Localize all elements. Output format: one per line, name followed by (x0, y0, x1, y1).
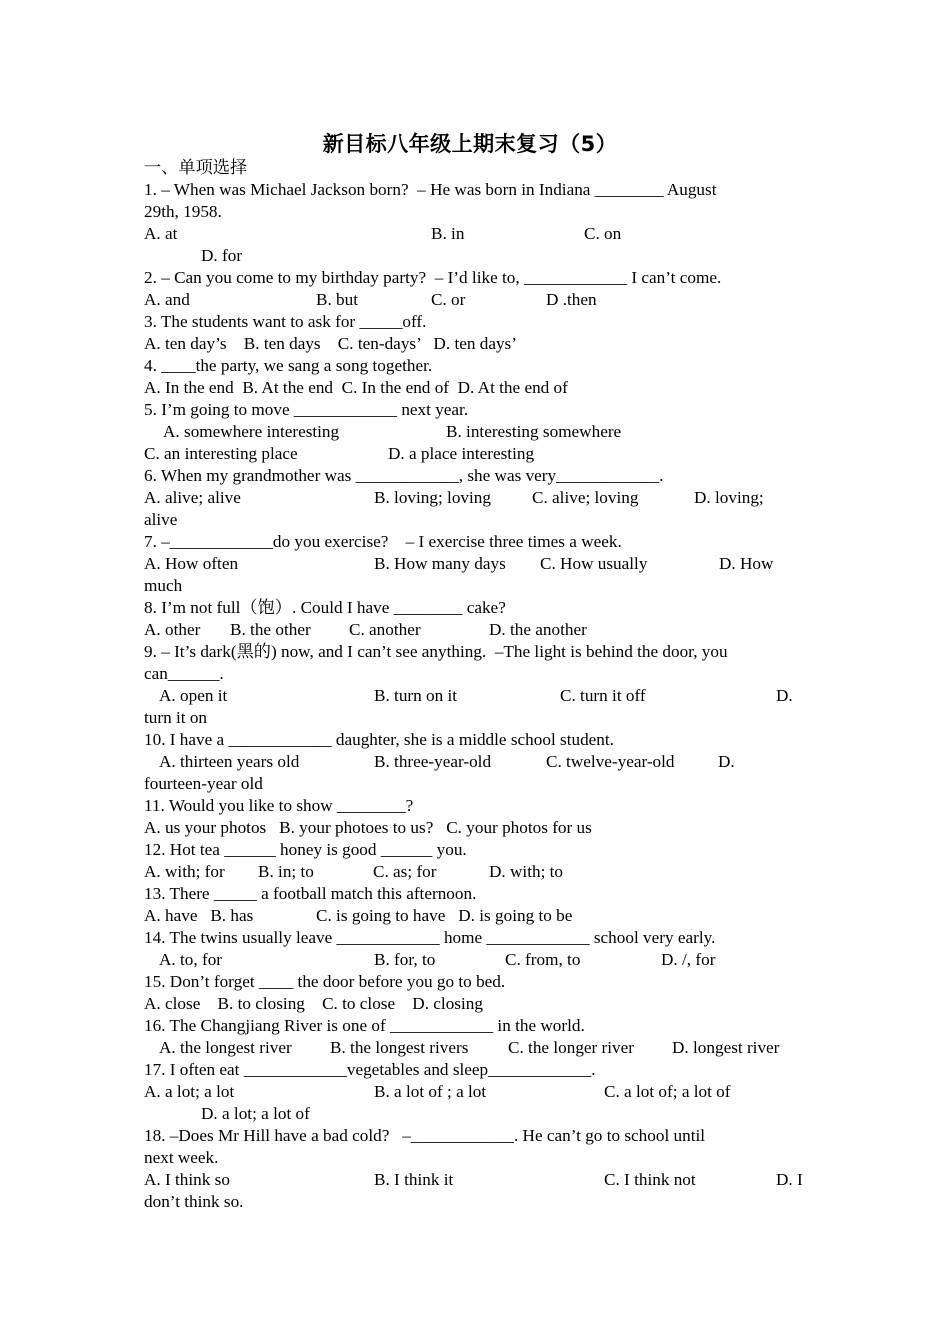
question-18-continued: next week. (144, 1148, 219, 1167)
option: D. (718, 752, 735, 771)
option: D. /, for (661, 950, 716, 969)
option: A. thirteen years old (159, 752, 300, 771)
option: C. alive; loving (532, 488, 639, 507)
option: D. (776, 686, 793, 705)
option: B. for, to (374, 950, 436, 969)
option: D. a lot; a lot of (201, 1104, 310, 1123)
option: B. I think it (374, 1170, 454, 1189)
question-12: 12. Hot tea ______ honey is good ______ you. (144, 840, 467, 859)
section-heading: 一、单项选择 (144, 158, 248, 177)
question-11-options: A. us your photos B. your photoes to us? C. your photos for us (144, 818, 592, 837)
question-5: 5. I’m going to move ____________ next year. (144, 400, 469, 419)
option: D. loving; (694, 488, 764, 507)
question-2-options (144, 289, 814, 311)
option: A. other (144, 620, 201, 639)
question-5-options-continued (144, 443, 814, 465)
option: B. three-year-old (374, 752, 492, 771)
question-3: 3. The students want to ask for _____off. (144, 312, 427, 331)
option: D. with; to (489, 862, 564, 881)
option: A. the longest river (159, 1038, 292, 1057)
option: A. alive; alive (144, 488, 241, 507)
question-18-options (144, 1169, 814, 1191)
option: B. in; to (258, 862, 314, 881)
question-3-options: A. ten day’s B. ten days C. ten-days’ D. ten days’ (144, 334, 517, 353)
question-2: 2. – Can you come to my birthday party? – I’d like to, ____________ I can’t come. (144, 268, 722, 287)
question-1-options-continued (144, 245, 814, 267)
question-16: 16. The Changjiang River is one of ____________ in the world. (144, 1016, 585, 1035)
option: C. I think not (604, 1170, 696, 1189)
question-9-options-continued: turn it on (144, 708, 208, 727)
option: A. at (144, 224, 178, 243)
option: B. in (431, 224, 465, 243)
question-18-options-continued: don’t think so. (144, 1192, 244, 1211)
question-16-options (144, 1037, 814, 1059)
option: C. from, to (505, 950, 581, 969)
option: D. I (776, 1170, 803, 1189)
option: A. to, for (159, 950, 223, 969)
question-1-options (144, 223, 814, 245)
option: A. I think so (144, 1170, 230, 1189)
option: C. or (431, 290, 466, 309)
option: D .then (546, 290, 597, 309)
option: A. a lot; a lot (144, 1082, 235, 1101)
question-list (144, 157, 814, 1213)
option: D. the another (489, 620, 587, 639)
option: D. for (201, 246, 243, 265)
option: A. have B. has (144, 906, 254, 925)
question-17: 17. I often eat ____________vegetables and sleep____________. (144, 1060, 596, 1079)
option: C. an interesting place (144, 444, 298, 463)
option: C. the longer river (508, 1038, 635, 1057)
option: B. the longest rivers (330, 1038, 469, 1057)
option: B. but (316, 290, 359, 309)
option: A. How often (144, 554, 239, 573)
question-9-continued: can______. (144, 664, 224, 683)
question-13: 13. There _____ a football match this afternoon. (144, 884, 477, 903)
question-7-options (144, 553, 814, 575)
page-title: 新目标八年级上期末复习（5） (322, 132, 618, 156)
question-17-options-continued (144, 1103, 814, 1125)
question-17-options (144, 1081, 814, 1103)
option: B. loving; loving (374, 488, 491, 507)
question-15: 15. Don’t forget ____ the door before you go to bed. (144, 972, 506, 991)
option: C. a lot of; a lot of (604, 1082, 731, 1101)
question-15-options: A. close B. to closing C. to close D. closing (144, 994, 483, 1013)
question-7: 7. –____________do you exercise? – I exercise three times a week. (144, 532, 622, 551)
option: B. How many days (374, 554, 506, 573)
option: A. open it (159, 686, 228, 705)
question-1-continued: 29th, 1958. (144, 202, 222, 221)
question-4-options: A. In the end B. At the end C. In the end of D. At the end of (144, 378, 568, 397)
question-10: 10. I have a ____________ daughter, she is a middle school student. (144, 730, 614, 749)
question-9: 9. – It’s dark(黑的) now, and I can’t see anything. –The light is behind the door, you (144, 642, 728, 661)
question-5-options (144, 421, 814, 443)
option: B. the other (230, 620, 311, 639)
option: C. turn it off (560, 686, 646, 705)
question-6-options-continued: alive (144, 510, 178, 529)
question-1: 1. – When was Michael Jackson born? – He was born in Indiana ________ August (144, 180, 717, 199)
option: A. with; for (144, 862, 225, 881)
option: A. somewhere interesting (163, 422, 340, 441)
option: C. as; for (373, 862, 437, 881)
question-11: 11. Would you like to show ________? (144, 796, 414, 815)
question-10-options-continued: fourteen-year old (144, 774, 263, 793)
option: C. How usually (540, 554, 648, 573)
option: A. and (144, 290, 190, 309)
question-8: 8. I’m not full（饱）. Could I have ________ cake? (144, 598, 506, 617)
question-4: 4. ____the party, we sang a song together. (144, 356, 433, 375)
option: D. a place interesting (388, 444, 535, 463)
option: D. longest river (672, 1038, 780, 1057)
option: C. is going to have D. is going to be (316, 906, 573, 925)
question-10-options (144, 751, 814, 773)
question-8-options (144, 619, 814, 641)
question-18: 18. –Does Mr Hill have a bad cold? –____________. He can’t go to school until (144, 1126, 706, 1145)
option: B. a lot of ; a lot (374, 1082, 487, 1101)
option: C. twelve-year-old (546, 752, 675, 771)
option: D. How (719, 554, 774, 573)
question-12-options (144, 861, 814, 883)
question-9-options (144, 685, 814, 707)
question-13-options (144, 905, 814, 927)
question-14: 14. The twins usually leave ____________ home ____________ school very early. (144, 928, 716, 947)
question-14-options (144, 949, 814, 971)
question-7-options-continued: much (144, 576, 183, 595)
option: B. turn on it (374, 686, 458, 705)
question-6-options (144, 487, 814, 509)
option: B. interesting somewhere (446, 422, 622, 441)
option: C. on (584, 224, 622, 243)
option: C. another (349, 620, 421, 639)
question-6: 6. When my grandmother was ____________, she was very____________. (144, 466, 664, 485)
